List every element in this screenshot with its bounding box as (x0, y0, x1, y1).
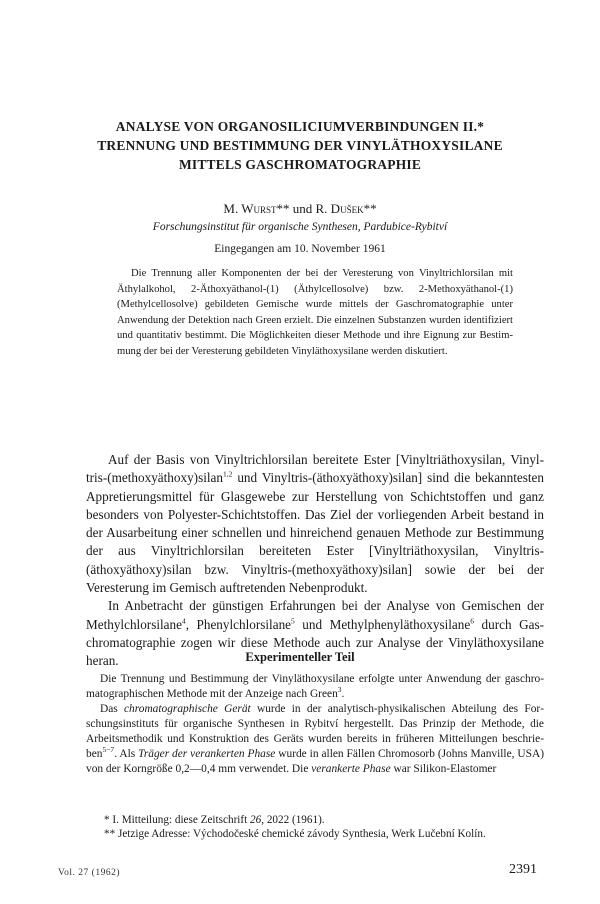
intro-p2-text-a: In Anbetracht der günstigen Erfahrungen bei der Analyse von Gemischen der Methylchlorsilane (86, 598, 544, 632)
intro-p2-text-d: durch Gaschromatographie zogen wir diese Methode auch zur Analyse der Vinyläthoxysilane heran. (86, 616, 544, 669)
exp-p2-italic-1: chromatographische Gerät (124, 703, 251, 715)
abstract: Die Trennung aller Komponenten der bei der Veresterung von Vinyltrichlorsilan mit Äthylalkohol, 2-Äthoxyäthanol-(1) (Äthylcellosolve) bzw. 2-Methoxyäthanol-(1) (Methylcellosolve) gebildeten Gemische wurde mittels der Gaschromatographie unter Anwendung der Detektion nach Green erzielt. Die einzelnen Substanzen wurden identifiziert und quantitativ bestimmt. Die Möglichkeiten dieser Methode und ihre Eignung zur Bestimmung der bei der Veresterung gebildeten Vinyläthoxysilane werden diskutiert. (117, 268, 513, 357)
citation-ref: 1,2 (222, 469, 233, 479)
exp-p2-italic-2: Träger der verankerten Phase (138, 748, 276, 760)
exp-p2-text-d: wurde in allen Fällen Chromosorb (Johns Manville, USA) von der Korngröße 0,2—0,4 mm verwendet. Die (86, 748, 544, 775)
footnote-1-text-a: I. Mitteilung: diese Zeitschrift (112, 814, 251, 826)
exp-p2-text-a: Das (100, 703, 124, 715)
intro-paragraph-1 (86, 451, 544, 597)
footnote-1-volume: 26, (250, 814, 265, 826)
citation-ref: 5 (291, 616, 295, 626)
exp-p2-text-b: wurde in der analytisch-physikalischen Abteilung des Forschungsinstituts für organische Synthesen in Rybitví hergestellt. Das Prinzip der Methode, die Arbeitsmethodik und Konstruktion des Geräts wurden bereits in früheren Mitteilungen beschrieben (86, 703, 544, 760)
exp-p2-text-c: . Als (114, 748, 139, 760)
citation-ref: 6 (470, 616, 474, 626)
title-line-2: TRENNUNG UND BESTIMMUNG DER VINYLÄTHOXYSILANE (97, 138, 503, 153)
experimental-paragraph-2 (86, 702, 544, 777)
authors-line (40, 201, 560, 217)
exp-p2-text-e: war Silikon-Elastomer (390, 763, 497, 775)
institute-affiliation: Forschungsinstitut für organische Synthesen, Pardubice-Rybitví (152, 221, 448, 233)
citation-ref: 5−7 (102, 745, 115, 755)
exp-p2-italic-3: verankerte Phase (311, 763, 391, 775)
experimental-section (86, 672, 544, 777)
author-1-surname: urst (253, 201, 277, 216)
received-date: Eingegangen am 10. November 1961 (214, 243, 386, 255)
footnote-1 (86, 813, 544, 827)
intro-p1-text-a: Auf der Basis von Vinyltrichlorsilan bereitete Ester [Vinyltriäthoxysilan, Vinyltris-(methoxyäthoxy)silan (86, 452, 544, 486)
author-1-mark: ** (276, 201, 290, 216)
exp-p1-text-b: . (341, 688, 345, 700)
footnote-2-mark: ** (104, 828, 116, 840)
intro-p2-text-c: und Methylphenyläthoxysilane (294, 616, 471, 632)
author-2-surname: ušek (340, 201, 364, 216)
journal-volume: Vol. 27 (1962) (58, 868, 120, 878)
author-1-initial: M. W (223, 201, 254, 216)
title-line-3: MITTELS GASCHROMATOGRAPHIE (178, 157, 422, 172)
footnotes (86, 813, 544, 841)
page-number: 2391 (509, 862, 537, 877)
footnote-2 (86, 827, 544, 841)
intro-p1-text-b: und Vinyltris-(äthoxyäthoxy)silan] sind die bekanntesten Appretierungsmittel für Glasgewebe zur Herstellung von Schichtstoffen und ganz besonders von Polyester-Schichtstoffen. Das Ziel der vorliegenden Arbeit bestand in der Ausarbeitung einer schnellen und hinreichend genauen Methode zur Bestimmung der aus Vinyltrichlorsilan bereiteten Ester [Vinyltriäthoxysilan, Vinyltris-(äthoxyäthoxy)silan bzw. Vinyltris-(methoxyäthoxy)silan] sowie der bei der Veresterung im Gemisch auftretenden Nebenprodukt. (86, 470, 544, 596)
citation-ref: 3 (337, 685, 342, 695)
intro-p2-text-b: , Phenylchlorsilane (185, 616, 292, 632)
exp-p1-text-a: Die Trennung und Bestimmung der Vinyläthoxysilane erfolgte unter Anwendung der gaschromatographischen Methode mit der Anzeige nach Green (86, 673, 544, 700)
footnote-1-mark: * (104, 814, 110, 826)
introduction (86, 451, 544, 671)
author-2-initial: und R. D (289, 201, 341, 216)
footnote-1-text-b: 2022 (1961). (264, 814, 325, 826)
footnote-2-text: Jetzige Adresse: Východočeské chemické závody Synthesia, Werk Lučební Kolín. (117, 828, 486, 840)
citation-ref: 4 (181, 616, 186, 626)
section-heading-experimental: Experimenteller Teil (245, 650, 355, 664)
author-2-mark: ** (363, 201, 377, 216)
experimental-paragraph-1 (86, 672, 544, 702)
article-title (40, 117, 560, 174)
title-line-1: ANALYSE VON ORGANOSILICIUMVERBINDUNGEN II.* (115, 119, 485, 134)
